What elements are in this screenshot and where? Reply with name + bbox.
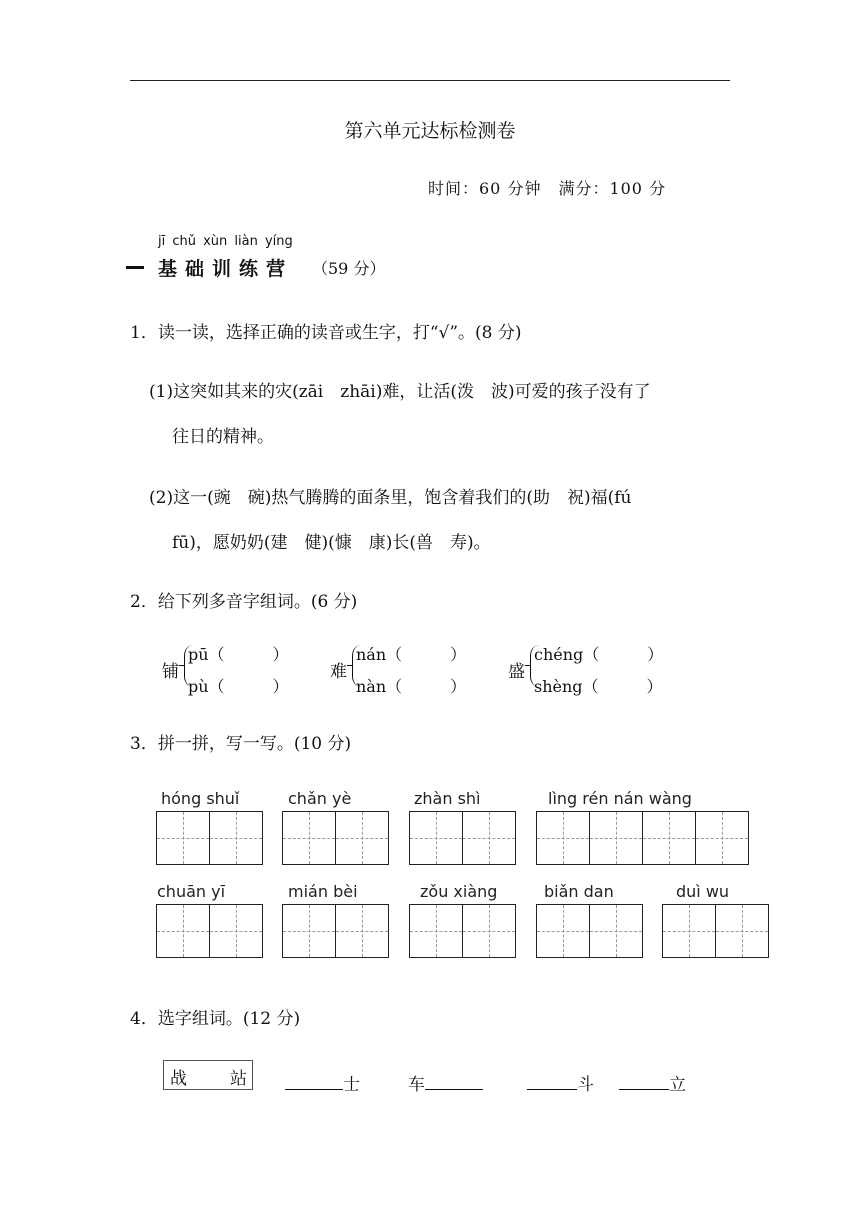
pinyin-prompt: chǎn yè: [288, 789, 352, 808]
polyphone-reading: nàn（ ）: [356, 677, 467, 696]
writing-grid[interactable]: [662, 904, 769, 958]
blank-char: 立: [669, 1075, 686, 1095]
fill-blank-item[interactable]: [408, 1070, 483, 1095]
pinyin-prompt: zhàn shì: [414, 789, 481, 808]
pinyin-prompt: lìng rén nán wàng: [548, 789, 692, 808]
writing-grid[interactable]: [282, 904, 389, 958]
question-1-item1-line2: 往日的精神。: [172, 427, 274, 447]
section-score: （59 分）: [312, 259, 386, 278]
fill-blank-item[interactable]: [527, 1070, 594, 1095]
blank-char: 斗: [577, 1075, 594, 1095]
pinyin-prompt: mián bèi: [288, 882, 358, 901]
question-4-stem: 4．选字组词。(12 分): [130, 1009, 301, 1029]
question-3-stem: 3．拼一拼，写一写。(10 分): [130, 734, 352, 754]
writing-grid[interactable]: [536, 904, 643, 958]
polyphone-reading: shèng（ ）: [534, 677, 663, 696]
char-option: 战: [170, 1069, 187, 1089]
answer-blank[interactable]: [527, 1071, 577, 1090]
question-2-stem: 2．给下列多音字组词。(6 分): [130, 592, 358, 612]
fill-blank-item[interactable]: [619, 1070, 686, 1095]
blank-char: 士: [343, 1075, 360, 1095]
pinyin-prompt: chuān yī: [157, 882, 226, 901]
polyphone-reading: chéng（ ）: [534, 645, 664, 664]
answer-blank[interactable]: [425, 1071, 483, 1090]
polyphone-reading: pù（ ）: [188, 677, 289, 696]
polyphone-reading: nán（ ）: [356, 645, 467, 664]
polyphone-char: 难: [330, 662, 347, 682]
question-1-item1-line1: (1)这突如其来的灾(zāi zhāi)难，让活(泼 波)可爱的孩子没有了: [149, 382, 651, 402]
pinyin-prompt: zǒu xiàng: [420, 882, 498, 901]
writing-grid[interactable]: [536, 811, 749, 865]
pinyin-prompt: biǎn dan: [544, 882, 614, 901]
answer-blank[interactable]: [285, 1071, 343, 1090]
writing-grid[interactable]: [156, 904, 263, 958]
header-rule: [130, 80, 730, 81]
answer-blank[interactable]: [619, 1071, 669, 1090]
exam-meta: 时间：60 分钟 满分：100 分: [428, 179, 667, 198]
pinyin-prompt: duì wu: [676, 882, 730, 901]
question-1-stem: 1．读一读，选择正确的读音或生字，打“√”。(8 分): [130, 323, 522, 343]
section-title: 基础训练营: [158, 258, 294, 280]
question-1-item2-line2: fū)，愿奶奶(建 健)(慷 康)长(兽 寿)。: [172, 533, 491, 553]
writing-grid[interactable]: [156, 811, 263, 865]
fill-blank-item[interactable]: [285, 1070, 360, 1095]
blank-char: 车: [408, 1075, 425, 1095]
polyphone-reading: pū（ ）: [188, 645, 289, 664]
writing-grid[interactable]: [282, 811, 389, 865]
polyphone-char: 盛: [508, 662, 525, 682]
char-option: 站: [230, 1069, 247, 1089]
question-1-item2-line1: (2)这一(豌 碗)热气腾腾的面条里，饱含着我们的(助 祝)福(fú: [149, 488, 632, 508]
polyphone-char: 铺: [162, 662, 179, 682]
char-options-box: [163, 1060, 253, 1090]
section-marker: [126, 266, 144, 269]
page-title: 第六单元达标检测卷: [344, 120, 516, 142]
writing-grid[interactable]: [409, 811, 516, 865]
section-pinyin: jī chǔ xùn liàn yíng: [158, 234, 293, 249]
pinyin-prompt: hóng shuǐ: [161, 789, 240, 808]
writing-grid[interactable]: [409, 904, 516, 958]
